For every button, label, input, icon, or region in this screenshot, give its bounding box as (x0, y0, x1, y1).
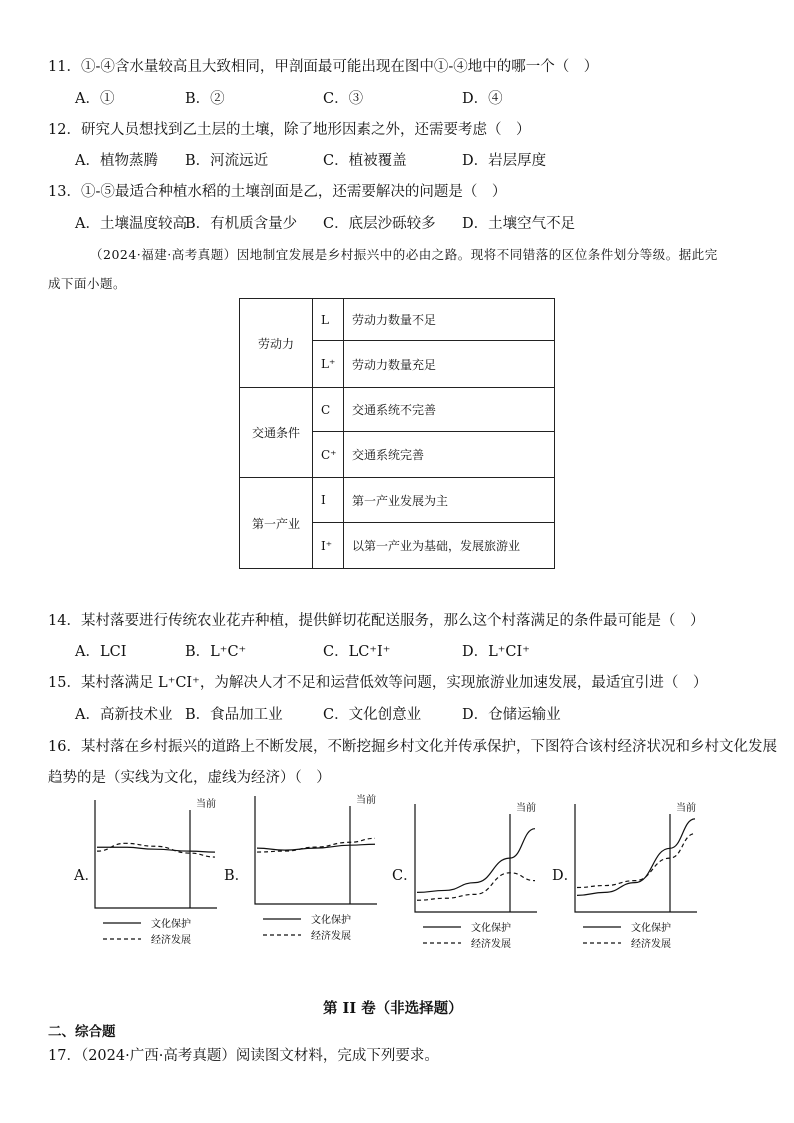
question-11-stem: 11．①-④含水量较高且大致相同，甲剖面最可能出现在图中①-④地中的哪一个（ ） (48, 59, 599, 75)
economy-series-line (577, 834, 695, 888)
chart-svg (95, 800, 230, 950)
question-12-stem: 12．研究人员想找到乙土层的土壤，除了地形因素之外，还需要考虑（ ） (48, 122, 531, 138)
q12-option-d[interactable]: D．岩层厚度 (462, 153, 547, 169)
table-desc: 以第一产业为基础，发展旅游业 (344, 523, 555, 569)
q13-option-c[interactable]: C．底层沙砾较多 (323, 216, 436, 232)
economy-series-line (97, 843, 215, 857)
culture-series-line (97, 847, 215, 852)
q16-option-b[interactable]: B． (224, 868, 250, 884)
table-category-labor: 劳动力 (240, 299, 313, 388)
current-label: 当前 (516, 803, 536, 814)
q14-option-a[interactable]: A．LCI (75, 644, 127, 660)
q15-option-b[interactable]: B．食品加工业 (185, 707, 283, 723)
q15-option-d[interactable]: D．仓储运输业 (462, 707, 561, 723)
table-desc: 第一产业发展为主 (344, 478, 555, 523)
legend-economy-label: 经济发展 (471, 939, 511, 950)
q14-option-c[interactable]: C．LC⁺I⁺ (323, 644, 391, 660)
table-code: L⁺ (313, 341, 344, 388)
question-16-stem-line-1: 16．某村落在乡村振兴的道路上不断发展，不断挖掘乡村文化并传承保护，下图符合该村经济状况和乡村文化发展 (48, 739, 777, 755)
question-14-stem: 14．某村落要进行传统农业花卉种植，提供鲜切花配送服务，那么这个村落满足的条件最可能是（ ） (48, 613, 705, 629)
section-heading: 二、综合题 (48, 1024, 116, 1040)
chart-svg (415, 804, 550, 954)
chart-axes (95, 800, 217, 908)
q12-option-a[interactable]: A．植物蒸腾 (75, 153, 158, 169)
culture-series-line (577, 819, 695, 895)
legend-culture-label: 文化保护 (471, 923, 511, 934)
q11-option-b[interactable]: B．② (185, 91, 225, 107)
question-17-stem: 17．（2024·广西·高考真题）阅读图文材料，完成下列要求。 (48, 1048, 439, 1064)
q15-option-a[interactable]: A．高新技术业 (75, 707, 173, 723)
current-label: 当前 (356, 795, 376, 806)
legend-culture-label: 文化保护 (151, 919, 191, 930)
table-desc: 交通系统完善 (344, 432, 555, 478)
legend-economy-label: 经济发展 (151, 935, 191, 946)
intro-line-2: 成下面小题。 (48, 276, 127, 291)
q14-option-b[interactable]: B．L⁺C⁺ (185, 644, 247, 660)
q15-option-c[interactable]: C．文化创意业 (323, 707, 422, 723)
current-label: 当前 (676, 803, 696, 814)
table-category-transport: 交通条件 (240, 388, 313, 478)
table-code: I (313, 478, 344, 523)
chart-c (415, 804, 550, 958)
table-category-primary-industry: 第一产业 (240, 478, 313, 569)
question-15-stem: 15．某村落满足 L⁺CI⁺，为解决人才不足和运营低效等问题，实现旅游业加速发展，最适宜引进（ ） (48, 675, 708, 691)
table-code: C (313, 388, 344, 432)
culture-series-line (417, 829, 535, 893)
q16-option-c[interactable]: C． (392, 868, 418, 884)
q13-option-b[interactable]: B．有机质含量少 (185, 216, 298, 232)
legend-economy-label: 经济发展 (631, 939, 671, 950)
table-desc: 劳动力数量充足 (344, 341, 555, 388)
table-desc: 交通系统不完善 (344, 388, 555, 432)
part-2-title: 第 II 卷（非选择题） (323, 1000, 463, 1017)
chart-svg (575, 804, 710, 954)
table-code: I⁺ (313, 523, 344, 569)
legend-culture-label: 文化保护 (311, 915, 351, 926)
q13-option-a[interactable]: A．土壤温度较高 (75, 216, 187, 232)
chart-d (575, 804, 710, 958)
q12-option-c[interactable]: C．植被覆盖 (323, 153, 407, 169)
current-label: 当前 (196, 799, 216, 810)
q12-option-b[interactable]: B．河流远近 (185, 153, 269, 169)
q11-option-a[interactable]: A．① (75, 91, 115, 107)
intro-line-1: （2024·福建·高考真题）因地制宜发展是乡村振兴中的必由之路。现将不同错落的区位条件划分等级。据此完 (90, 247, 718, 262)
table-desc: 劳动力数量不足 (344, 299, 555, 341)
table-code: C⁺ (313, 432, 344, 478)
chart-axes (415, 804, 537, 912)
location-conditions-table (239, 298, 555, 569)
question-16-stem-line-2: 趋势的是（实线为文化，虚线为经济）（ ） (48, 770, 331, 786)
legend-economy-label: 经济发展 (311, 931, 351, 942)
q11-option-d[interactable]: D．④ (462, 91, 503, 107)
legend-culture-label: 文化保护 (631, 923, 671, 934)
q13-option-d[interactable]: D．土壤空气不足 (462, 216, 576, 232)
question-13-stem: 13．①-⑤最适合种植水稻的土壤剖面是乙，还需要解决的问题是（ ） (48, 184, 507, 200)
q11-option-c[interactable]: C．③ (323, 91, 364, 107)
chart-axes (575, 804, 697, 912)
q16-option-d[interactable]: D． (552, 868, 579, 884)
q16-option-a[interactable]: A． (74, 868, 99, 884)
q14-option-d[interactable]: D．L⁺CI⁺ (462, 644, 530, 660)
chart-svg (255, 796, 390, 946)
table-code: L (313, 299, 344, 341)
chart-b (255, 796, 390, 950)
economy-series-line (417, 873, 535, 900)
chart-a (95, 800, 230, 954)
